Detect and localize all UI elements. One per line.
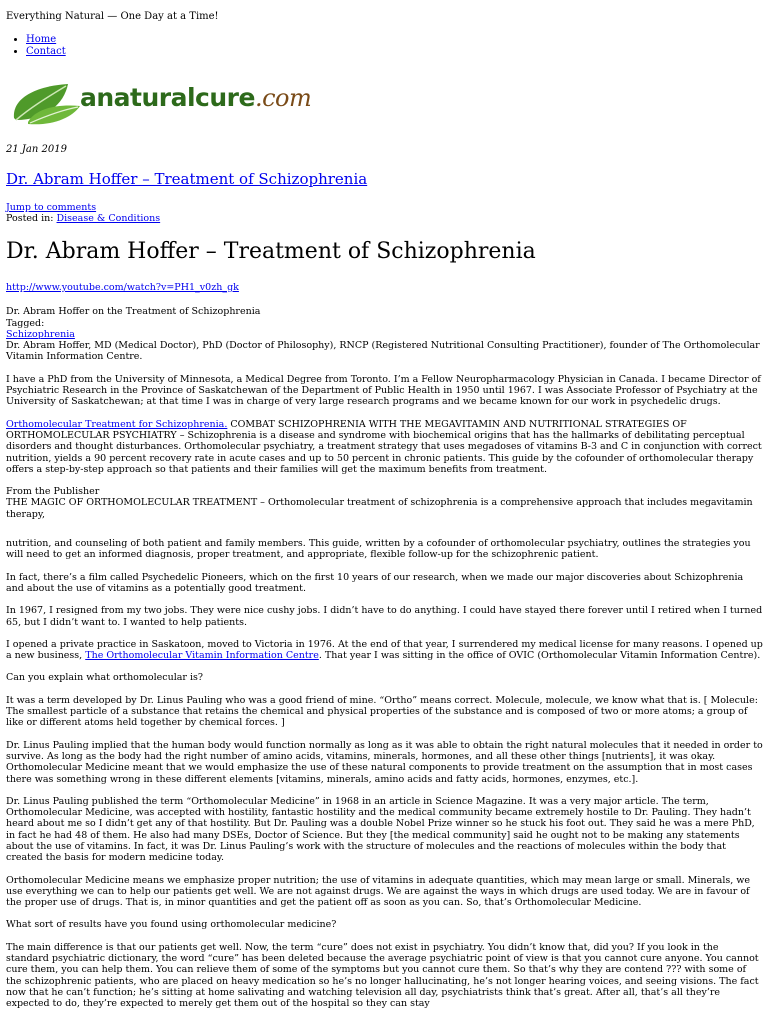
jump-to-comments-link[interactable]: Jump to comments [6,202,97,213]
paragraph-2-text: COMBAT SCHIZOPHRENIA WITH THE MEGAVITAMIN AND NUTRITIONAL STRATEGIES OF ORTHOMOLECULAR PSYCHIATRY – Schizophrenia is a disease and syndrome with biochemical origins that has the hallmarks of debilitating perceptual disorders and thought disturbances. Orthomolecular psychiatry, a treatment strategy that uses megadoses of vitamins B-3 and C in conjunction with correct nutrition, yields a 90 percent recovery rate in acute cases and up to 50 percent in chronic patients. This guide by the cofounder of orthomolecular therapy offers a step-by-step approach so that patients and their families will get the maximum benefits from treatment. [6,418,762,475]
paragraph-4: nutrition, and counseling of both patient and family members. This guide, written by a cofounder of orthomolecular psychiatry, outlines the strategies you will need to get an informed diagnosis, proper treatment, and appropriate, flexible follow-up for the schizophrenic patient. [6,538,751,561]
nav-item-contact [26,46,66,58]
paragraph-8: It was a term developed by Dr. Linus Pauling who was a good friend of mine. “Ortho” means correct. Molecule, molecule, we know what that is. [ Molecule: The smallest particle of a substance that retains the chemical and physical properties of the substance and is composed of two or more atoms; a group of like or different atoms held together by chemical forces. ] [6,694,758,729]
video-link[interactable]: http://www.youtube.com/watch?v=PH1_v0zh_gk [6,282,239,293]
post-title-heading [6,170,367,188]
publisher-label: From the Publisher [6,486,100,498]
nav-link-home[interactable]: Home [26,34,57,45]
paragraph-2 [6,419,764,475]
ovic-link[interactable]: The Orthomolecular Vitamin Information Centre [85,650,319,662]
paragraph-7-text-b: . That year I was sitting in the office of OVIC (Orthomolecular Vitamin Information Centre). [318,650,761,662]
publisher-block [6,486,764,520]
paragraph-12: The main difference is that our patients get well. Now, the term “cure” does not exist in psychiatry. You didn’t know that, did you? If you look in the standard psychiatric dictionary, the word “cure” has been deleted because the average psychiatric point of view is that you cannot cure anyone. You cannot cure them, you can help them. You can relieve them of some of the symptoms but you cannot cure them. So that’s why they are contend ??? with some of the schizophrenic patients, who are placed on heavy medication so he’s no longer hallucinating, he’s not longer hearing voices, and seeing visions. The fact now that he can’t function; he’s sitting at home salivating and watching television all day, psychiatrists think that’s great. After all, that’s all they’re expected to do, they’re expected to merely get them out of the hospital so they can stay [6,941,759,1010]
paragraph-7 [6,639,764,662]
tagged-label: Tagged: [6,317,45,329]
intro-block [6,306,764,362]
posted-in-label: Posted in: [6,213,54,225]
post-meta [6,202,160,225]
leaf-icon [6,78,86,130]
logo-main-text: anaturalcure [80,83,255,112]
paragraph-6: In 1967, I resigned from my two jobs. They were nice cushy jobs. I didn’t have to do anything. I could have stayed there forever until I retired when I turned 65, but I didn’t want to. I wanted to help patients. [6,605,763,628]
logo-suffix-text: .com [254,84,312,112]
post-date: 21 Jan 2019 [6,144,67,155]
site-logo[interactable] [6,78,312,130]
paragraph-10: Dr. Linus Pauling published the term “Orthomolecular Medicine” in 1968 in an article in Science Magazine. It was a very major article. The term, Orthomolecular Medicine, was accepted with hostility, fantastic hostility and the medical community became extremely hostile to Dr. Pauling. They hadn’t heard about me so I didn’t get any of that hostility. But Dr. Pauling was a double Nobel Prize winner so he stuck his foot out. They said he was a mere PhD, in fact he had 48 of them. He also had many DSEs, Doctor of Science. But they [the medical community] said he ought not to be making any statements about the use of vitamins. In fact, it was Dr. Linus Pauling’s work with the structure of molecules and the reactions of molecules within the body that created the basis for modern medicine today. [6,795,755,864]
site-tagline: Everything Natural — One Day at a Time! [6,11,219,22]
post-content [6,282,764,1021]
page-title: Dr. Abram Hoffer – Treatment of Schizophrenia [6,239,536,264]
paragraph-3: THE MAGIC OF ORTHOMOLECULAR TREATMENT – Orthomolecular treatment of schizophrenia is a comprehensive approach that includes megavitamin therapy, [6,497,753,520]
nav-link-contact[interactable]: Contact [26,46,66,57]
paragraph-5: In fact, there’s a film called Psychedelic Pioneers, which on the first 10 years of our research, when we made our major discoveries about Schizophrenia and about the use of vitamins as a potentially good treatment. [6,571,744,594]
tag-link[interactable]: Schizophrenia [6,328,75,340]
nav-item-home [26,34,66,46]
orthomolecular-book-link[interactable]: Orthomolecular Treatment for Schizophrenia. [6,418,228,430]
paragraph-9: Dr. Linus Pauling implied that the human body would function normally as long as it was able to obtain the right natural molecules that it needed in order to survive. As long as the body had the right number of amino acids, vitamins, minerals, hormones, and all these other things [nutrients], it was okay. Orthomolecular Medicine meant that we would emphasize the use of these natural components to provide treatment on the assumption that in most cases there was something wrong in these different elements [vitamins, minerals, amino acids and fatty acids, hormones, enzymes, etc.]. [6,739,763,785]
intro-text: Dr. Abram Hoffer on the Treatment of Schizophrenia [6,306,261,318]
logo-wordmark [80,83,312,112]
paragraph-7-text-a: I opened a private practice in Saskatoon, moved to Victoria in 1976. At the end of that year, I surrendered my medical license for many reasons. I opened up a new business, [6,638,763,662]
author-bio: Dr. Abram Hoffer, MD (Medical Doctor), PhD (Doctor of Philosophy), RNCP (Registered Nutritional Consulting Practitioner), founder of The Orthomolecular Vitamin Information Centre. [6,340,760,363]
paragraph-11: Orthomolecular Medicine means we emphasize proper nutrition; the use of vitamins in adequate quantities, which may mean large or small. Minerals, we use everything we can to help our patients get well. We are not against drugs. We are against the ways in which drugs are used today. We are in favour of the proper use of drugs. That is, in minor quantities and get the patient off as soon as you can. So, that’s Orthomolecular Medicine. [6,874,751,909]
question-1: Can you explain what orthomolecular is? [6,672,203,684]
category-link[interactable]: Disease & Conditions [56,213,161,225]
question-2: What sort of results have you found using orthomolecular medicine? [6,919,337,931]
post-title-link[interactable]: Dr. Abram Hoffer – Treatment of Schizophrenia [6,170,368,188]
paragraph-1: I have a PhD from the University of Minnesota, a Medical Degree from Toronto. I’m a Fellow Neuropharmacology Physician in Canada. I became Director of Psychiatric Research in the Province of Saskatchewan of the Department of Public Health in 1950 until 1967. I was Associate Professor of Psychiatry at the University of Saskatchewan; at that time I was in charge of very large research programs and we became known for our work in psychedelic drugs. [6,373,761,408]
main-nav [6,34,66,58]
